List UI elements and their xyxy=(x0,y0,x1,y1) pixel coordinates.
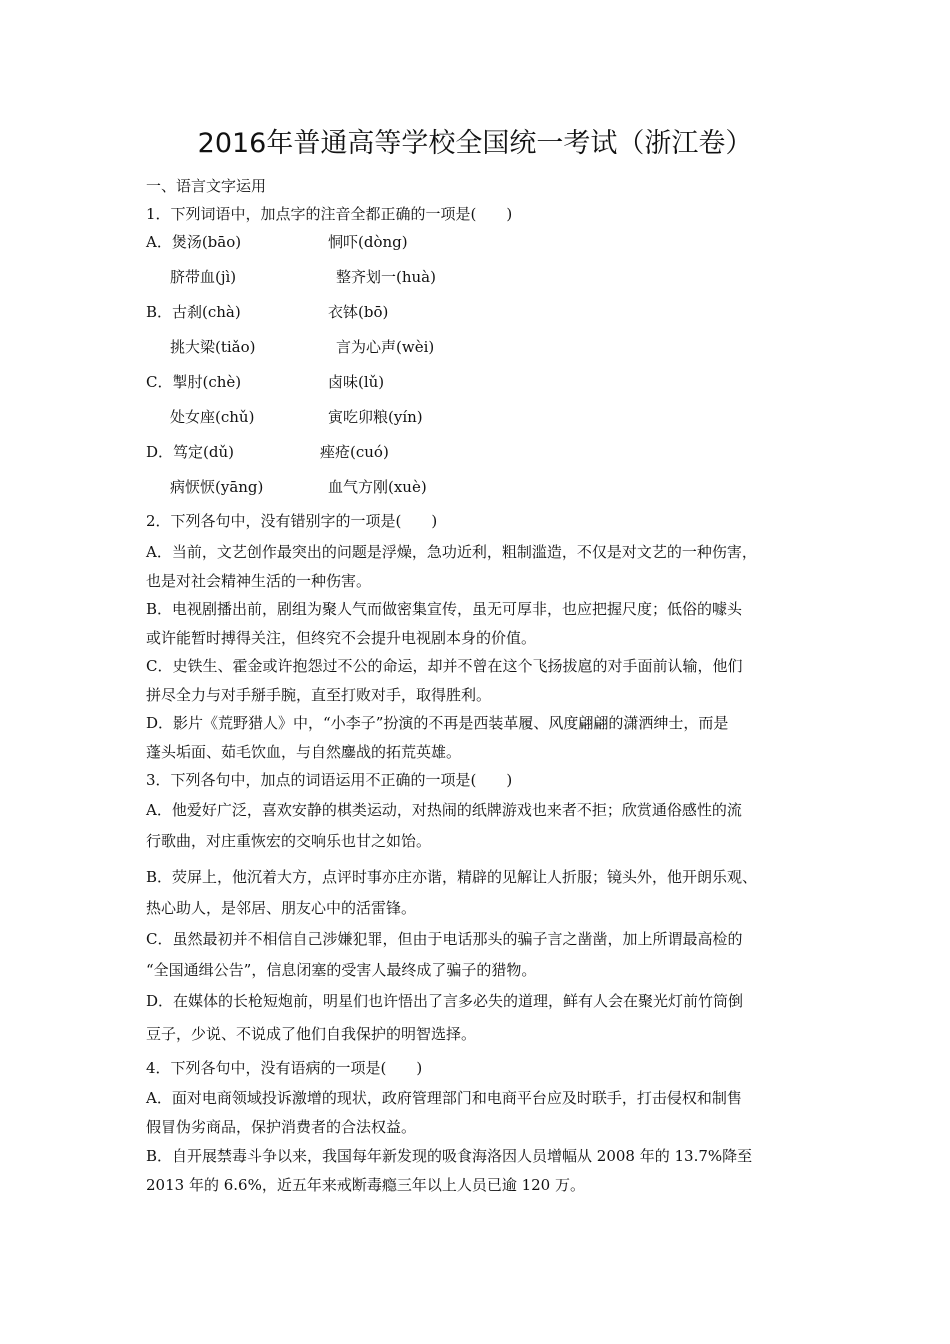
q1-d-word2: 痤疮(cuó) xyxy=(320,443,389,461)
q2-option-a-line2: 也是对社会精神生活的一种伤害。 xyxy=(146,572,372,590)
q1-b-word3: 挑大梁(tiǎo) xyxy=(170,338,256,356)
q3-option-a-line1: A．他爱好广泛，喜欢安静的棋类运动，对热闹的纸牌游戏也来者不拒；欣赏通俗感性的流 xyxy=(146,801,742,819)
q2-option-a-line1: A．当前，文艺创作最突出的问题是浮燥，急功近利，粗制滥造，不仅是对文艺的一种伤害， xyxy=(146,543,757,561)
q1-a-word4: 整齐划一(huà) xyxy=(336,268,436,286)
q3-option-a-line2: 行歌曲，对庄重恢宏的交响乐也甘之如饴。 xyxy=(146,832,432,850)
q2-option-c-line2: 拼尽全力与对手掰手腕，直至打败对手，取得胜利。 xyxy=(146,686,492,704)
q3-option-c-line2: “全国通缉公告”，信息闭塞的受害人最终成了骗子的猎物。 xyxy=(146,961,537,979)
q1-b-word1: B．古刹(chà) xyxy=(146,303,241,321)
q1-c-word3: 处女座(chǔ) xyxy=(170,408,255,426)
q1-option-a-row2 xyxy=(170,267,850,287)
q2-option-d-line1: D．影片《荒野猎人》中，“小李子”扮演的不再是西装革履、风度翩翩的潇洒绅士，而是 xyxy=(146,714,729,732)
q1-c-word2: 卤味(lǔ) xyxy=(328,373,385,391)
q4-option-b-line2: 2013 年的 6.6%，近五年来戒断毒瘾三年以上人员已逾 120 万。 xyxy=(146,1176,585,1194)
q1-option-b-row2 xyxy=(170,337,850,357)
q2-option-b-line2: 或许能暂时搏得关注，但终究不会提升电视剧本身的价值。 xyxy=(146,629,537,647)
q4-option-a-line2: 假冒伪劣商品，保护消费者的合法权益。 xyxy=(146,1118,417,1136)
q4-stem: 4．下列各句中，没有语病的一项是( ) xyxy=(146,1059,423,1077)
q3-option-d-line2: 豆子，少说、不说成了他们自我保护的明智选择。 xyxy=(146,1025,477,1043)
section-heading: 一、语言文字运用 xyxy=(146,177,267,195)
exam-title: 2016年普通高等学校全国统一考试（浙江卷） xyxy=(197,128,753,159)
q1-a-word2: 恫吓(dòng) xyxy=(328,233,408,251)
q3-option-b-line2: 热心助人，是邻居、朋友心中的活雷锋。 xyxy=(146,899,417,917)
q1-option-b-row1 xyxy=(146,302,826,322)
q3-option-c-line1: C．虽然最初并不相信自己涉嫌犯罪，但由于电话那头的骗子言之凿凿，加上所谓最高检的 xyxy=(146,930,743,948)
q1-a-word1: A．煲汤(bāo) xyxy=(146,233,242,251)
q2-option-c-line1: C．史铁生、霍金或许抱怨过不公的命运，却并不曾在这个飞扬拔扈的对手面前认输，他们 xyxy=(146,657,743,675)
q1-option-c-row1 xyxy=(146,372,826,392)
q1-d-word4: 血气方刚(xuè) xyxy=(328,478,427,496)
q1-b-word4: 言为心声(wèi) xyxy=(336,338,435,356)
q1-option-d-row2 xyxy=(170,477,850,497)
q3-option-d-line1: D．在媒体的长枪短炮前，明星们也许悟出了言多必失的道理，鲜有人会在聚光灯前竹筒倒 xyxy=(146,992,744,1010)
q2-stem: 2．下列各句中，没有错别字的一项是( ) xyxy=(146,512,438,530)
q4-option-b-line1: B．自开展禁毒斗争以来，我国每年新发现的吸食海洛因人员增幅从 2008 年的 13.7%降至 xyxy=(146,1147,753,1165)
q1-stem: 1．下列词语中，加点字的注音全都正确的一项是( ) xyxy=(146,205,513,223)
q1-option-d-row1 xyxy=(146,442,826,462)
q3-stem: 3．下列各句中，加点的词语运用不正确的一项是( ) xyxy=(146,771,513,789)
q2-option-b-line1: B．电视剧播出前，剧组为聚人气而做密集宣传，虽无可厚非，也应把握尺度；低俗的噱头 xyxy=(146,600,743,618)
q1-a-word3: 脐带血(jì) xyxy=(170,268,237,286)
q1-d-word1: D．笃定(dǔ) xyxy=(146,443,234,461)
q1-option-c-row2 xyxy=(170,407,850,427)
q4-option-a-line1: A．面对电商领域投诉激增的现状，政府管理部门和电商平台应及时联手，打击侵权和制售 xyxy=(146,1089,742,1107)
q3-option-b-line1: B．荧屏上，他沉着大方，点评时事亦庄亦谐，精辟的见解让人折服；镜头外，他开朗乐观、 xyxy=(146,868,758,886)
q1-d-word3: 病恹恹(yāng) xyxy=(170,478,264,496)
q1-c-word1: C．掣肘(chè) xyxy=(146,373,242,391)
q2-option-d-line2: 蓬头垢面、茹毛饮血，与自然鏖战的拓荒英雄。 xyxy=(146,743,462,761)
q1-option-a-row1 xyxy=(146,232,826,252)
q1-b-word2: 衣钵(bō) xyxy=(328,303,389,321)
q1-c-word4: 寅吃卯粮(yín) xyxy=(328,408,423,426)
